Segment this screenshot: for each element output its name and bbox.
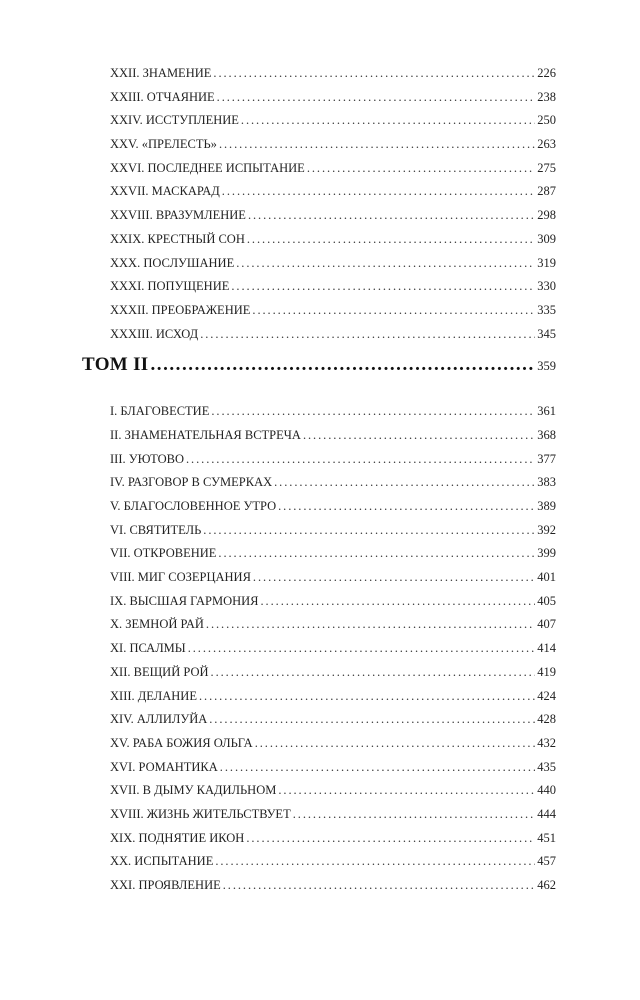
dot-leader [293,803,536,827]
toc-entry-title: XXVII. МАСКАРАД [110,184,220,199]
toc-entry [110,275,556,299]
toc-entry-page: 405 [537,593,556,608]
toc-entry-title: XXIV. ИССТУПЛЕНИЕ [110,113,239,128]
toc-entry [110,542,556,566]
dot-leader [278,495,535,519]
dot-leader [219,133,535,157]
toc-entry [110,252,556,276]
toc-entry-page: 287 [537,184,556,199]
dot-leader [200,323,535,347]
dot-leader [206,613,535,637]
dot-leader [307,157,535,181]
toc-entry [110,228,556,252]
table-of-contents [82,62,556,898]
toc-entry-page: 432 [537,735,556,750]
toc-entry [110,803,556,827]
toc-entry [110,779,556,803]
dot-leader [188,637,536,661]
toc-entry-title: XVIII. ЖИЗНЬ ЖИТЕЛЬСТВУЕТ [110,806,291,821]
toc-entry-title: XX. ИСПЫТАНИЕ [110,854,214,869]
toc-entry-title: VI. СВЯТИТЕЛЬ [110,522,202,537]
dot-leader [241,109,535,133]
toc-entry [110,180,556,204]
toc-entry-title: X. ЗЕМНОЙ РАЙ [110,617,204,632]
toc-entry-title: XI. ПСАЛМЫ [110,641,186,656]
toc-entry-page: 451 [537,830,556,845]
toc-entry-page: 383 [537,475,556,490]
dot-leader [209,708,535,732]
dot-leader [255,732,536,756]
toc-entry [110,323,556,347]
toc-entry-title: IX. ВЫСШАЯ ГАРМОНИЯ [110,593,259,608]
toc-entry-title: XII. ВЕЩИЙ РОЙ [110,664,209,679]
dot-leader [220,756,535,780]
toc-entry-page: 275 [537,160,556,175]
toc-entry [110,708,556,732]
toc-entry-page: 330 [537,279,556,294]
toc-section-volume1 [110,62,556,346]
dot-leader [222,180,535,204]
toc-entry-page: 419 [537,664,556,679]
toc-entry-title: III. УЮТОВО [110,451,184,466]
dot-leader [253,566,535,590]
dot-leader [213,62,535,86]
dot-leader [261,590,536,614]
toc-entry [110,471,556,495]
toc-entry-page: 361 [537,404,556,419]
toc-entry [110,756,556,780]
dot-leader [303,424,535,448]
toc-entry-page: 309 [537,231,556,246]
volume-heading [82,354,556,394]
toc-entry [110,519,556,543]
toc-entry-page: 335 [537,302,556,317]
toc-entry-title: XXXIII. ИСХОД [110,326,199,341]
toc-entry [110,732,556,756]
toc-entry-page: 238 [537,89,556,104]
dot-leader [211,661,536,685]
toc-entry-title: VII. ОТКРОВЕНИЕ [110,546,217,561]
volume-page: 359 [537,359,556,374]
dot-leader [247,228,535,252]
dot-leader [246,827,535,851]
toc-entry-page: 407 [537,617,556,632]
toc-entry [110,86,556,110]
toc-entry [110,157,556,181]
toc-entry-page: 226 [537,66,556,80]
dot-leader [211,400,535,424]
toc-entry-title: XVII. В ДЫМУ КАДИЛЬНОМ [110,783,277,798]
toc-entry-page: 319 [537,255,556,270]
toc-entry [110,661,556,685]
toc-entry-title: IV. РАЗГОВОР В СУМЕРКАХ [110,475,273,490]
toc-entry-title: XXVIII. ВРАЗУМЛЕНИЕ [110,208,246,223]
dot-leader [218,542,535,566]
toc-entry [110,400,556,424]
dot-leader [223,874,536,898]
dot-leader [199,685,535,709]
dot-leader [217,86,536,110]
toc-entry-title: XXIII. ОТЧАЯНИЕ [110,89,215,104]
toc-entry-title: XIII. ДЕЛАНИЕ [110,688,197,703]
toc-entry-title: XIV. АЛЛИЛУЙА [110,712,208,727]
dot-leader [248,204,535,228]
toc-entry [110,613,556,637]
toc-entry-page: 345 [537,326,556,341]
toc-entry-page: 462 [537,878,556,892]
toc-entry-page: 435 [537,759,556,774]
toc-entry [110,62,556,86]
toc-entry [110,133,556,157]
toc-entry [110,827,556,851]
toc-entry-page: 250 [537,113,556,128]
toc-entry-title: XXIX. КРЕСТНЫЙ СОН [110,231,245,246]
toc-entry-title: VIII. МИГ СОЗЕРЦАНИЯ [110,570,251,585]
toc-entry-page: 298 [537,208,556,223]
toc-entry-page: 389 [537,499,556,513]
toc-entry-page: 440 [537,783,556,798]
toc-entry-title: XXVI. ПОСЛЕДНЕЕ ИСПЫТАНИЕ [110,160,305,175]
dot-leader [215,850,535,874]
toc-entry-title: V. БЛАГОСЛОВЕННОЕ УТРО [110,499,277,513]
toc-entry [110,204,556,228]
toc-entry [110,299,556,323]
toc-entry-page: 401 [537,570,556,585]
toc-entry-title: XIX. ПОДНЯТИЕ ИКОН [110,830,245,845]
toc-entry-title: I. БЛАГОВЕСТИЕ [110,404,210,419]
toc-entry-page: 428 [537,712,556,727]
dot-leader [278,779,535,803]
toc-entry-page: 414 [537,641,556,656]
toc-entry [110,874,556,898]
toc-entry-page: 377 [537,451,556,466]
toc-entry-title: XXXII. ПРЕОБРАЖЕНИЕ [110,302,251,317]
dot-leader [150,354,535,376]
toc-entry-title: XXX. ПОСЛУШАНИЕ [110,255,235,270]
toc-entry-title: XXV. «ПРЕЛЕСТЬ» [110,137,217,152]
dot-leader [186,448,535,472]
toc-entry-title: XXII. ЗНАМЕНИЕ [110,66,212,80]
toc-entry [110,850,556,874]
dot-leader [203,519,535,543]
toc-entry [110,566,556,590]
toc-entry [110,590,556,614]
toc-entry-title: XV. РАБА БОЖИЯ ОЛЬГА [110,735,253,750]
toc-entry-title: XVI. РОМАНТИКА [110,759,218,774]
toc-entry-page: 457 [537,854,556,869]
dot-leader [252,299,535,323]
toc-entry [110,637,556,661]
toc-entry [110,448,556,472]
toc-entry-page: 424 [537,688,556,703]
toc-entry-page: 392 [537,522,556,537]
dot-leader [231,275,535,299]
toc-entry-page: 399 [537,546,556,561]
toc-entry [110,685,556,709]
toc-section-volume2 [110,400,556,897]
toc-entry [110,109,556,133]
toc-entry-title: XXI. ПРОЯВЛЕНИЕ [110,878,221,892]
toc-entry-title: II. ЗНАМЕНАТЕЛЬНАЯ ВСТРЕЧА [110,427,301,442]
toc-entry-title: XXXI. ПОПУЩЕНИЕ [110,279,230,294]
dot-leader [274,471,535,495]
dot-leader [236,252,535,276]
toc-entry-page: 368 [537,427,556,442]
toc-entry [110,495,556,519]
toc-entry [110,424,556,448]
toc-entry-page: 444 [537,806,556,821]
volume-title: ТОМ II [82,354,149,376]
toc-entry-page: 263 [537,137,556,152]
